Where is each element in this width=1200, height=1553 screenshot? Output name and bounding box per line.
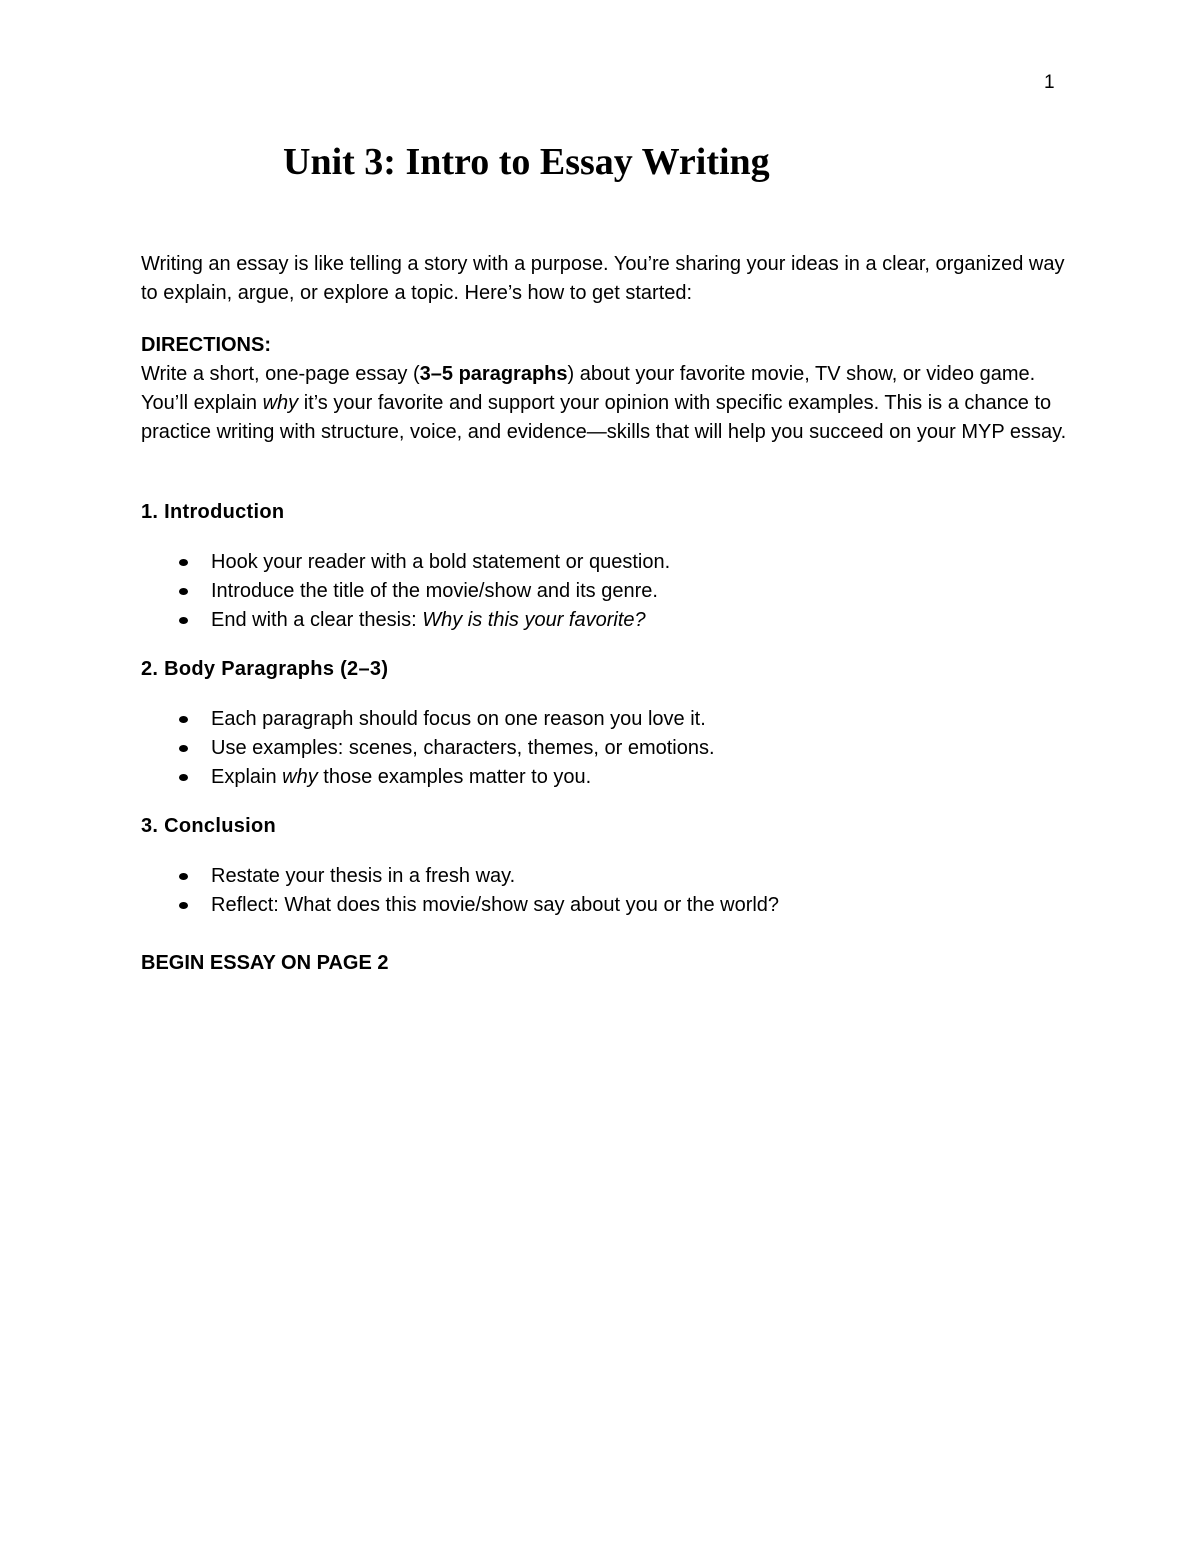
bullet-icon — [179, 902, 188, 909]
begin-essay-instruction: BEGIN ESSAY ON PAGE 2 — [141, 952, 389, 974]
section-heading-introduction: 1. Introduction — [141, 501, 285, 523]
directions-bold-text: 3–5 paragraphs — [419, 363, 568, 385]
bullet-icon — [179, 617, 188, 624]
list-item: End with a clear thesis: Why is this your favorite? — [141, 606, 1071, 635]
directions-text-3: it’s your favorite and support your opinion with specific examples. This is a chance to practice writing with structure, voice, and evidence—skills that will help you succeed on your MYP essay. — [141, 392, 1067, 443]
section-heading-body-paragraphs: 2. Body Paragraphs (2–3) — [141, 658, 389, 680]
list-item: Hook your reader with a bold statement or question. — [141, 548, 1071, 577]
bullet-icon — [179, 559, 188, 566]
section-list-body-paragraphs — [141, 705, 1071, 792]
list-item: Reflect: What does this movie/show say about you or the world? — [141, 891, 1071, 920]
document-body — [141, 250, 1071, 978]
list-item: Explain why those examples matter to you. — [141, 763, 1071, 792]
section-list-introduction — [141, 548, 1071, 635]
directions-text-2: ) about your favorite movie, TV show, or video game. You’ll explain — [141, 363, 1036, 414]
list-item: Restate your thesis in a fresh way. — [141, 862, 1071, 891]
directions-italic-text: why — [262, 392, 299, 414]
bullet-icon — [179, 745, 188, 752]
page-title: Unit 3: Intro to Essay Writing — [283, 141, 770, 183]
bullet-icon — [179, 873, 188, 880]
list-item: Use examples: scenes, characters, themes, or emotions. — [141, 734, 1071, 763]
bullet-icon — [179, 716, 188, 723]
section-list-conclusion — [141, 862, 1071, 920]
page-number: 1 — [1044, 72, 1055, 93]
directions-paragraph — [141, 360, 1071, 447]
list-item: Introduce the title of the movie/show and its genre. — [141, 577, 1071, 606]
list-item: Each paragraph should focus on one reason you love it. — [141, 705, 1071, 734]
bullet-icon — [179, 588, 188, 595]
directions-heading: DIRECTIONS: — [141, 334, 271, 356]
directions-text-1: Write a short, one-page essay ( — [141, 363, 420, 385]
section-heading-conclusion: 3. Conclusion — [141, 815, 277, 837]
intro-paragraph: Writing an essay is like telling a story with a purpose. You’re sharing your ideas in a clear, organized way to explain, argue, or explore a topic. Here’s how to get started: — [141, 253, 1065, 304]
bullet-icon — [179, 774, 188, 781]
